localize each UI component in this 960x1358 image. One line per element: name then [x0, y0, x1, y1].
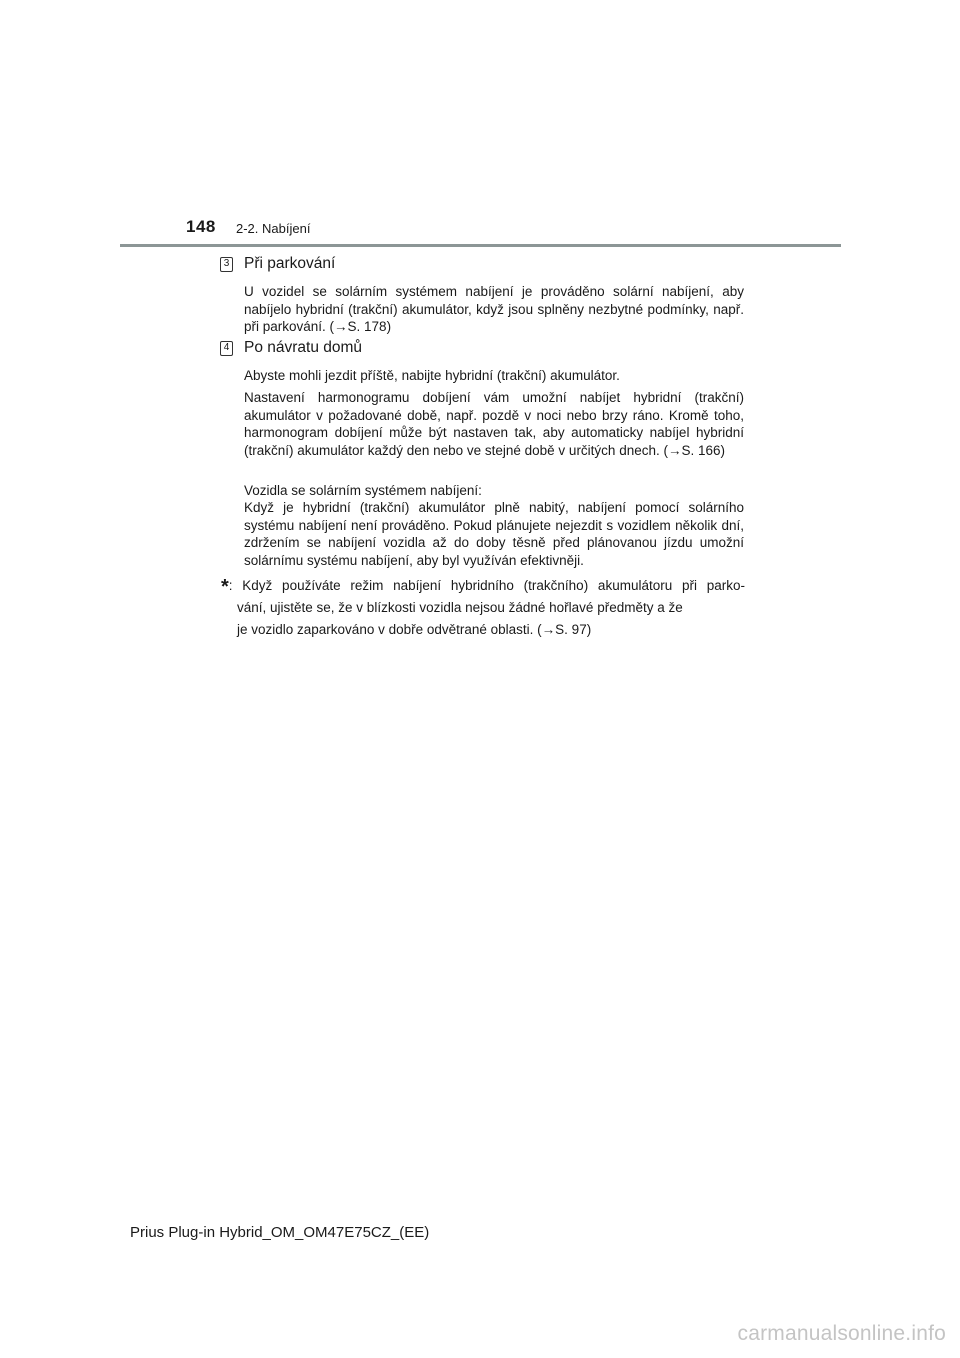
- footnote-marker: *: [221, 576, 229, 598]
- item-4-paragraph-1: Abyste mohli jezdit příště, nabijte hybridní (trakční) akumulátor.: [244, 368, 620, 383]
- document-id-footer: Prius Plug-in Hybrid_OM_OM47E75CZ_(EE): [130, 1224, 430, 1241]
- item-3-paragraph: U vozidel se solárním systémem nabíjení je prováděno solární nabíjení, aby nabíjelo hybridní (trakční) akumulátor, když jsou splněny nezbytné podmínky, např. při parkování. (→S. 178): [244, 284, 744, 334]
- page-header: [0, 0, 960, 250]
- item-heading-4: [220, 339, 362, 357]
- watermark: carmanualsonline.info: [737, 1322, 946, 1345]
- header-divider: [120, 244, 841, 247]
- item-number-badge: 3: [220, 257, 233, 272]
- page-number: 148: [186, 217, 216, 236]
- item-heading-3: [220, 255, 335, 273]
- item-4-paragraph-2: Nastavení harmonogramu dobíjení vám umožní nabíjet hybridní (trakční) akumulátor v požadované době, např. pozdě v noci nebo brzy ráno. Kromě toho, harmonogram dobíjení může být nastaven tak, aby automaticky nabíjel hybridní (trakční) akumulátor každý den nebo ve stejné době v určitých dnech. (→S. 166): [244, 390, 744, 458]
- item-4-paragraph-4: Když je hybridní (trakční) akumulátor plně nabitý, nabíjení pomocí solárního systému nabíjení není prováděno. Pokud plánujete nejezdit s vozidlem několik dní, zdržením se nabíjení vozidla až do doby těsně před plánovanou jízdu umožní solárnímu systému nabíjení, aby byl využíván efektivněji.: [244, 500, 744, 568]
- item-4-paragraph-3: Vozidla se solárním systémem nabíjení:: [244, 483, 482, 498]
- footnote-line-2: vání, ujistěte se, že v blízkosti vozidla nejsou žádné hořlavé předměty a že: [237, 600, 683, 615]
- footnote-line-1: *: Když používáte režim nabíjení hybridního (trakčního) akumulátoru při parko-: [221, 576, 745, 598]
- footnote: [221, 573, 745, 641]
- section-title: 2-2. Nabíjení: [236, 221, 311, 236]
- footnote-line-3: je vozidlo zaparkováno v dobře odvětrané oblasti. (→S. 97): [237, 622, 592, 637]
- item-number-badge: 4: [220, 341, 233, 356]
- item-title: Při parkování: [244, 255, 336, 272]
- item-title: Po návratu domů: [244, 339, 363, 356]
